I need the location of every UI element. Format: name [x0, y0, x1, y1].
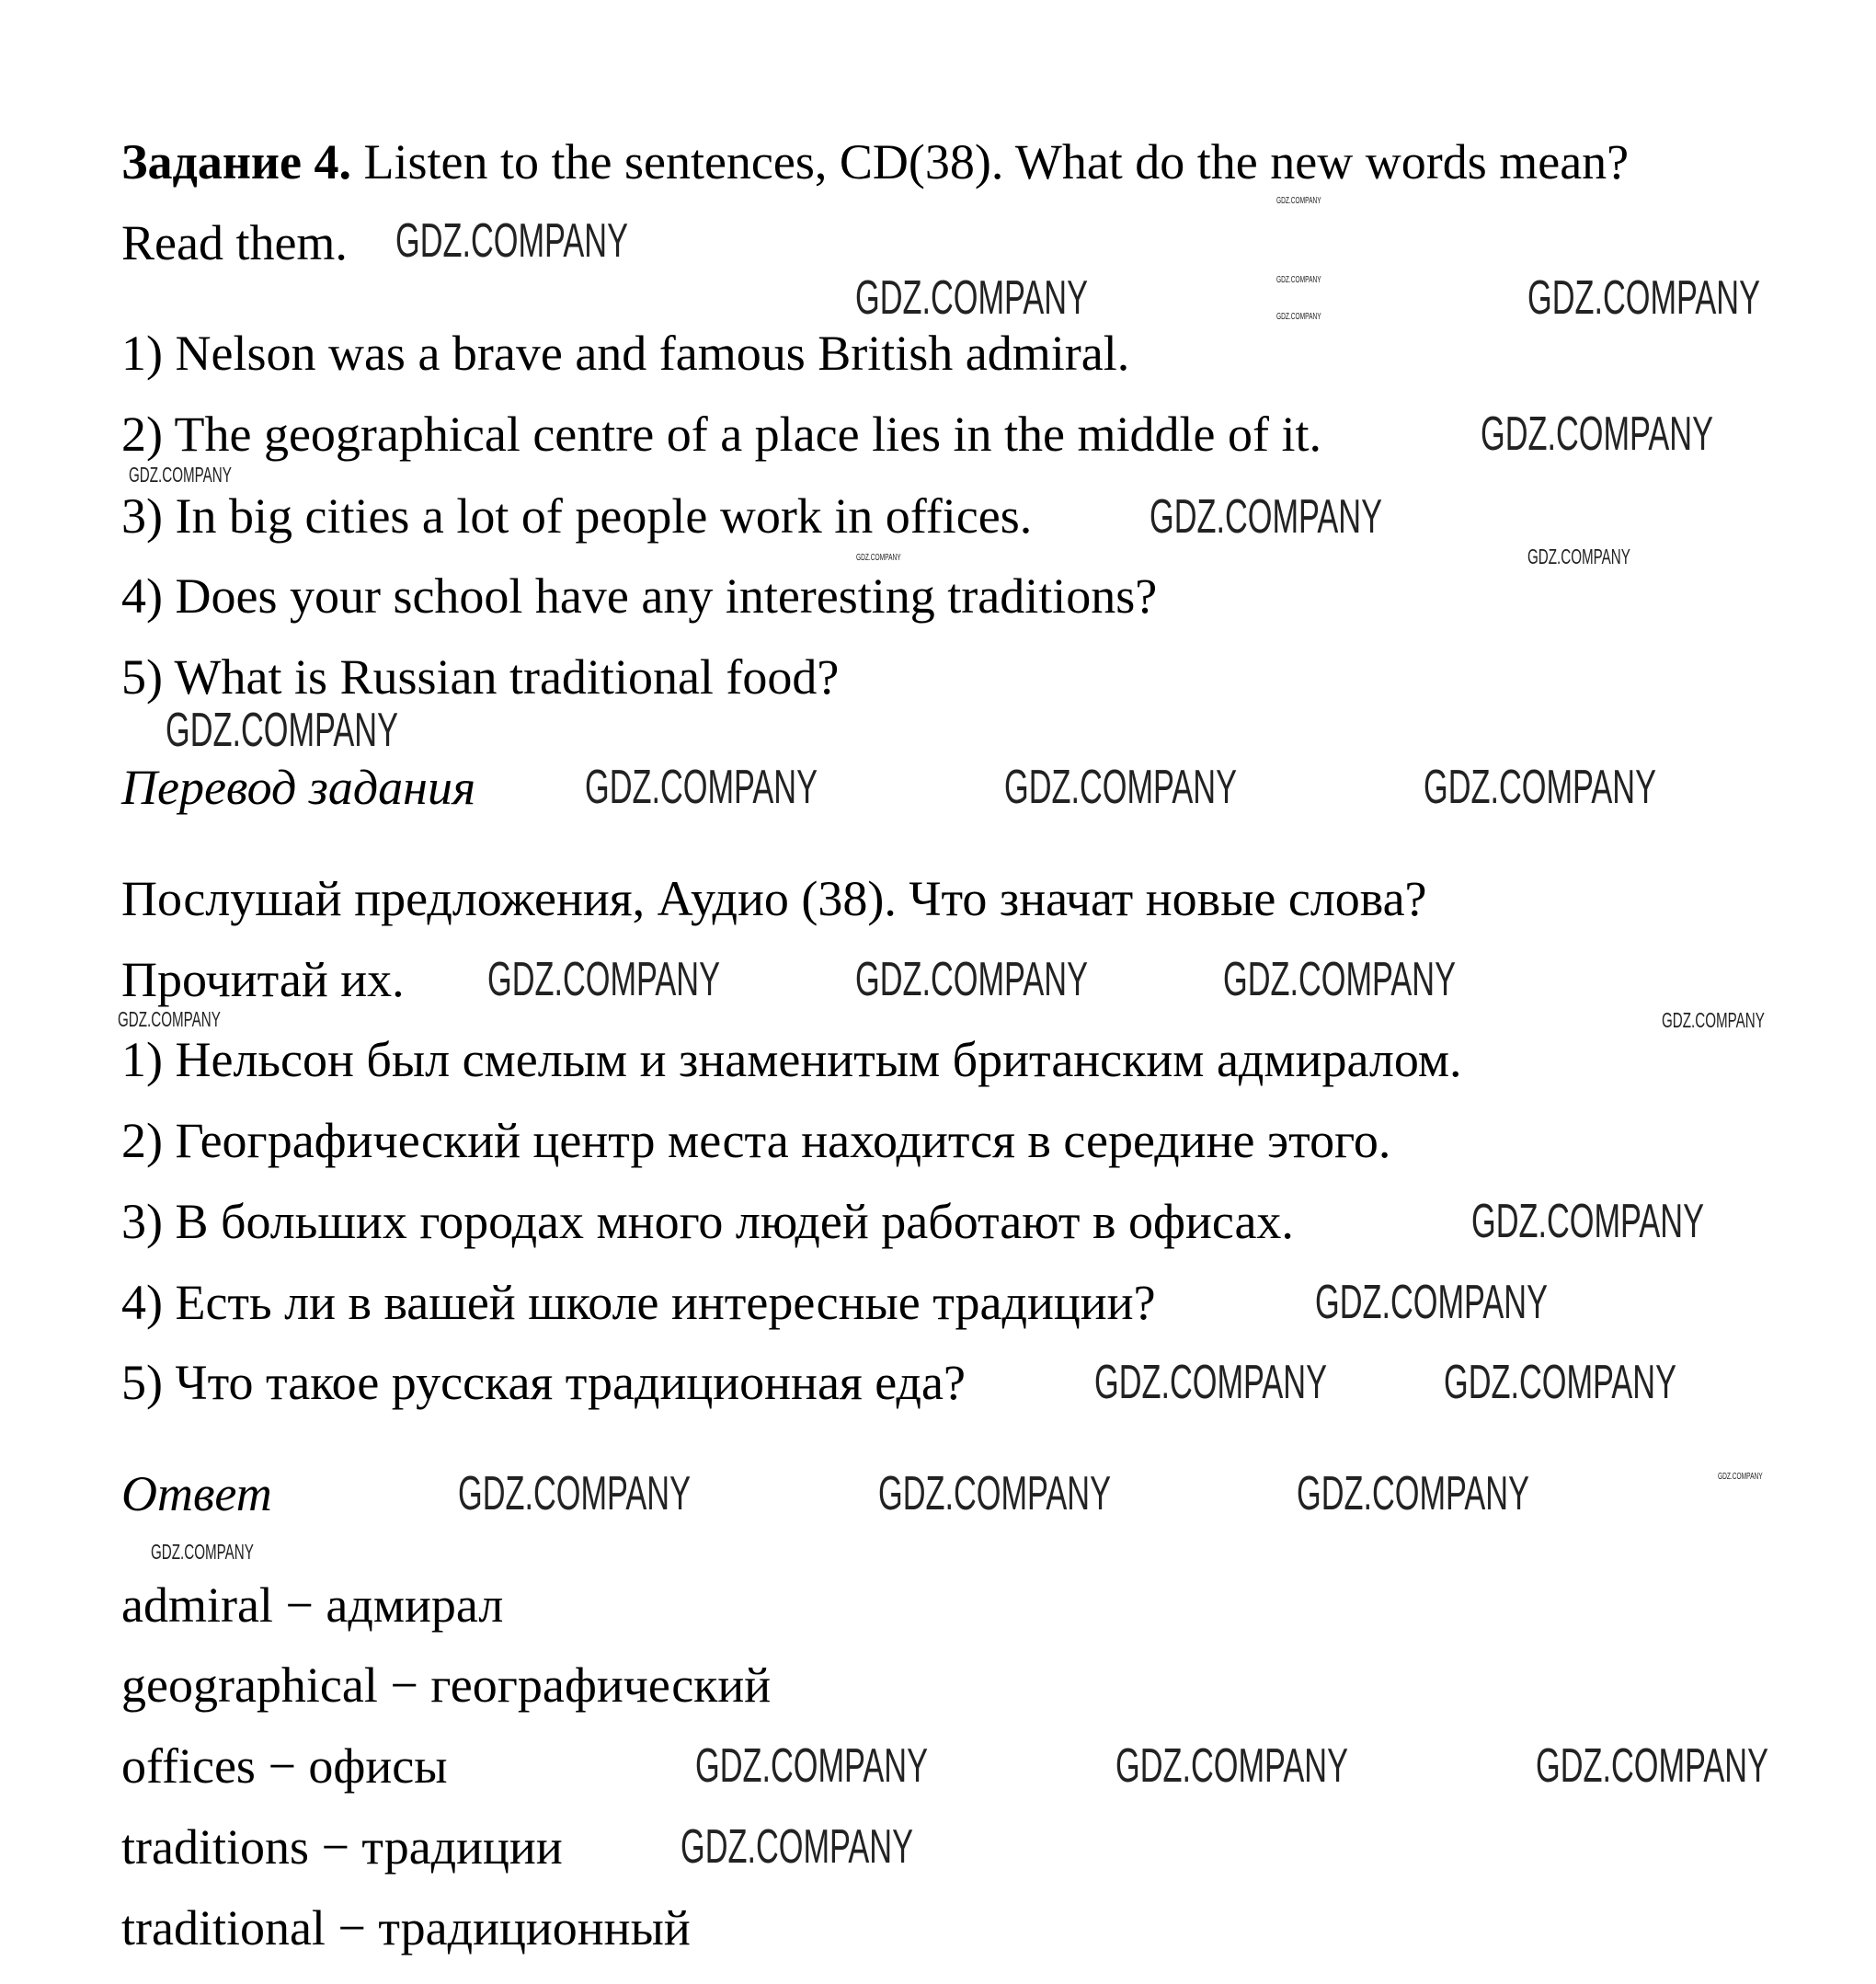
answer-item: traditions − традиции: [121, 1819, 563, 1875]
translated-sentence: 3) В больших городах много людей работают в офисах.: [121, 1194, 1294, 1249]
sentence: 1) Nelson was a brave and famous British admiral.: [121, 326, 1130, 381]
watermark: GDZ.COMPANY: [1527, 545, 1630, 568]
translation-instruction: Послушай предложения, Аудио (38). Что значат новые слова?: [121, 871, 1427, 926]
sentence: 2) The geographical centre of a place lies in the middle of it.: [121, 407, 1321, 462]
answer-item: admiral − адмирал: [121, 1577, 504, 1633]
watermark: GDZ.COMPANY: [1424, 761, 1656, 814]
translated-sentence: 5) Что такое русская традиционная еда?: [121, 1355, 966, 1410]
watermark: GDZ.COMPANY: [1150, 490, 1382, 544]
translated-sentence: 4) Есть ли в вашей школе интересные традиции?: [121, 1275, 1156, 1330]
watermark: GDZ.COMPANY: [166, 704, 398, 757]
watermark: GDZ.COMPANY: [695, 1739, 928, 1793]
translation-heading: Перевод задания: [121, 760, 476, 815]
watermark: GDZ.COMPANY: [878, 1467, 1111, 1520]
watermark: GDZ.COMPANY: [1315, 1276, 1548, 1329]
translation-instruction-cont: Прочитай их.: [121, 952, 405, 1007]
watermark: GDZ.COMPANY: [487, 953, 720, 1006]
watermark: GDZ.COMPANY: [1527, 271, 1760, 325]
watermark: GDZ.COMPANY: [1297, 1467, 1529, 1520]
watermark: GDZ.COMPANY: [1276, 275, 1321, 285]
translated-sentence: 2) Географический центр места находится в середине этого.: [121, 1113, 1391, 1168]
sentence: 4) Does your school have any interesting traditions?: [121, 568, 1158, 624]
answer-item: geographical − географический: [121, 1657, 772, 1713]
watermark: GDZ.COMPANY: [1471, 1195, 1704, 1248]
watermark: GDZ.COMPANY: [458, 1467, 691, 1520]
sentence: 5) What is Russian traditional food?: [121, 649, 840, 705]
answer-item: offices − офисы: [121, 1738, 448, 1794]
watermark: GDZ.COMPANY: [1094, 1356, 1327, 1409]
task-instruction: Listen to the sentences, CD(38). What do the new words mean?: [363, 134, 1630, 189]
answer-item: traditional − традиционный: [121, 1900, 691, 1955]
watermark: GDZ.COMPANY: [1444, 1356, 1676, 1409]
watermark: GDZ.COMPANY: [1536, 1739, 1768, 1793]
task-heading: [121, 134, 1629, 189]
watermark: GDZ.COMPANY: [129, 463, 232, 487]
answer-heading: Ответ: [121, 1466, 272, 1521]
watermark: GDZ.COMPANY: [1662, 1008, 1765, 1032]
watermark: GDZ.COMPANY: [151, 1540, 254, 1564]
watermark: GDZ.COMPANY: [1115, 1739, 1348, 1793]
watermark: GDZ.COMPANY: [856, 553, 901, 563]
translated-sentence: 1) Нельсон был смелым и знаменитым британским адмиралом.: [121, 1032, 1462, 1087]
sentence: 3) In big cities a lot of people work in offices.: [121, 488, 1033, 544]
watermark: GDZ.COMPANY: [585, 761, 818, 814]
task-instruction-cont: Read them.: [121, 215, 348, 270]
watermark: GDZ.COMPANY: [118, 1007, 221, 1031]
watermark: GDZ.COMPANY: [1223, 953, 1456, 1006]
watermark: GDZ.COMPANY: [855, 271, 1088, 325]
task-label: Задание 4.: [121, 134, 352, 189]
watermark: GDZ.COMPANY: [681, 1820, 913, 1874]
watermark: GDZ.COMPANY: [1481, 407, 1713, 461]
watermark: GDZ.COMPANY: [1276, 312, 1321, 322]
watermark: GDZ.COMPANY: [855, 953, 1088, 1006]
watermark: GDZ.COMPANY: [1004, 761, 1237, 814]
watermark: GDZ.COMPANY: [1718, 1472, 1763, 1482]
watermark: GDZ.COMPANY: [1276, 196, 1321, 206]
watermark: GDZ.COMPANY: [395, 214, 628, 268]
